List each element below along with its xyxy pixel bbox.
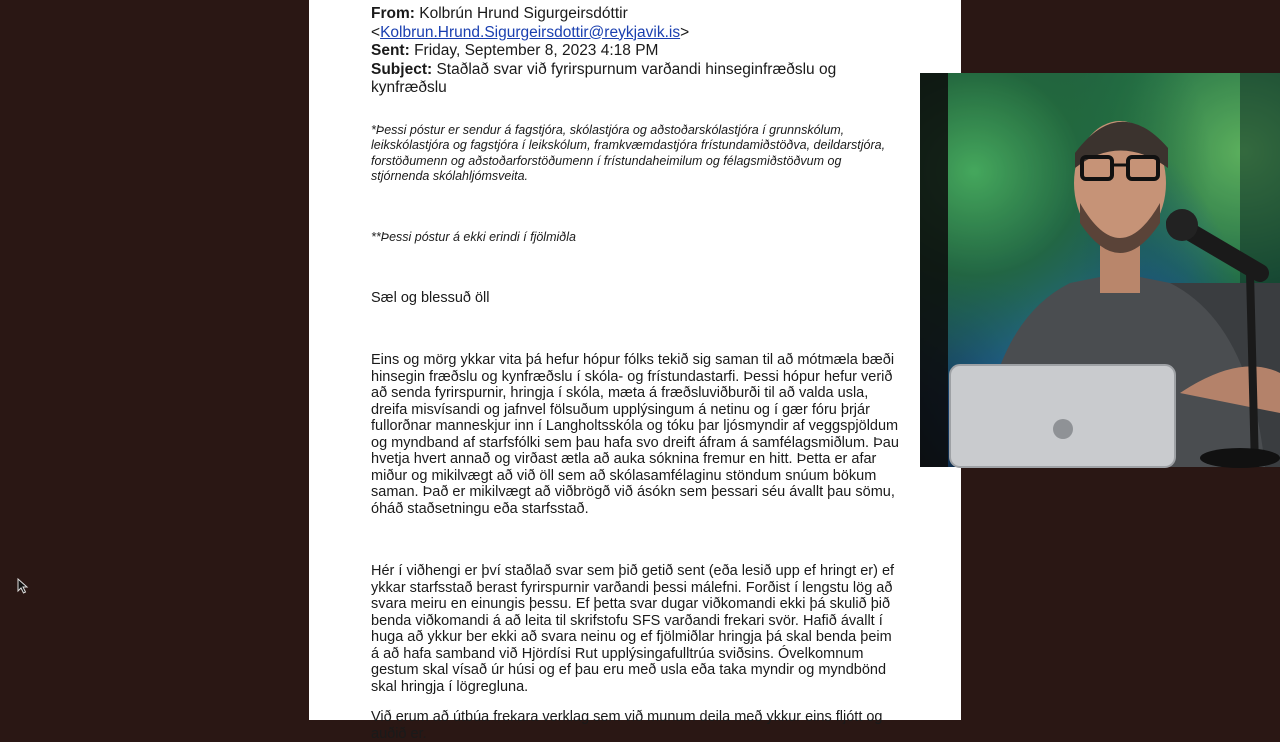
sent-line (371, 42, 901, 61)
sent-label: Sent: (371, 42, 410, 59)
from-name: Kolbrún Hrund Sigurgeirsdóttir (419, 5, 628, 22)
greeting: Sæl og blessuð öll (371, 289, 490, 306)
body-paragraph-3: Við erum að útbúa frekara verklag sem við munum deila með ykkur eins fljótt og auðið er. (371, 709, 883, 742)
subject-label: Subject: (371, 60, 433, 78)
media-note: **Þessi póstur á ekki erindi í fjölmiðla (371, 229, 576, 244)
subject-value: Staðlað svar við fyrirspurnum varðandi hinseginfræðslu og kynfræðslu (371, 60, 837, 96)
email-content (371, 5, 901, 742)
body-paragraph-2: Hér í viðhengi er því staðlað svar sem þið getið sent (eða lesið upp ef hringt er) ef ykkar starfsstað berast fyrirspurnir varðandi þessi málefni. Forðist í lengstu lög að svara meiru en einungis þessu. Ef þetta svar dugar viðkomandi ekki þá skulið þið benda viðkomandi á að leita til skrifstofu SFS varðandi frekari svör. Hafið ávallt í huga að ykkur ber ekki að svara neinu og ef fjölmiðlar hringja þá skal benda þeim á að hafa samband við Hjördísi Rut upplýsingafulltrúa sviðsins. Óvelkomnum gestum skal vísað úr húsi og ef þau eru með usla eða taka myndir og myndbönd skal hringja í lögregluna. (371, 563, 895, 695)
from-label: From: (371, 5, 415, 22)
mouse-pointer-icon (17, 578, 29, 594)
from-email-line: <Kolbrun.Hrund.Sigurgeirsdottir@reykjavik.is> (371, 23, 690, 41)
email-header (371, 5, 901, 98)
email-document (309, 0, 961, 742)
recipients-disclaimer: *Þessi póstur er sendur á fagstjóra, skólastjóra og aðstoðarskólastjóra í grunnskólum, leikskólastjóra og fagstjóra í leikskólum, framkvæmdastjóra frístundamiðstöðva, deildarstjóra, forstöðumenn og aðstoðarforstöðumenn í frístundaheimilum og félagsmiðstöðvum og stjórnenda skólahljómsveita. (371, 122, 886, 183)
from-line (371, 5, 901, 24)
presenter-webcam-icon (920, 73, 1280, 467)
sent-value: Friday, September 8, 2023 4:18 PM (414, 42, 659, 59)
subject-line (371, 61, 901, 98)
from-email-link[interactable]: Kolbrun.Hrund.Sigurgeirsdottir@reykjavik.is (380, 23, 681, 41)
presenter-webcam (920, 73, 1280, 467)
body-paragraph-1: Eins og mörg ykkar vita þá hefur hópur fólks tekið sig saman til að mótmæla bæði hinsegin fræðslu og kynfræðslu í skóla- og frístundastarfi. Þessi hópur hefur verið að senda fyrirspurnir, hringja í skóla, mæta á fræðsluviðburði til að valda usla, dreifa misvísandi og jafnvel fölsuðum upplýsingum á netinu og í gær fóru þrjár fullorðnar manneskjur inn í Langholtsskóla og tóku þar ljósmyndir af veggspjöldum og myndband af starfsfólki sem þau hafa svo dreift áfram á samfélagsmiðlum. Þau hvetja hvert annað og virðast ætla að auka sóknina fremur en hitt. Þetta er afar miður og mikilvægt að við öll sem að skólasamfélaginu stöndum snúum bökum saman. Það er mikilvægt að viðbrögð við ásókn sem þessari séu ávallt þau sömu, óháð staðsetningu eða starfsstað. (371, 352, 899, 517)
